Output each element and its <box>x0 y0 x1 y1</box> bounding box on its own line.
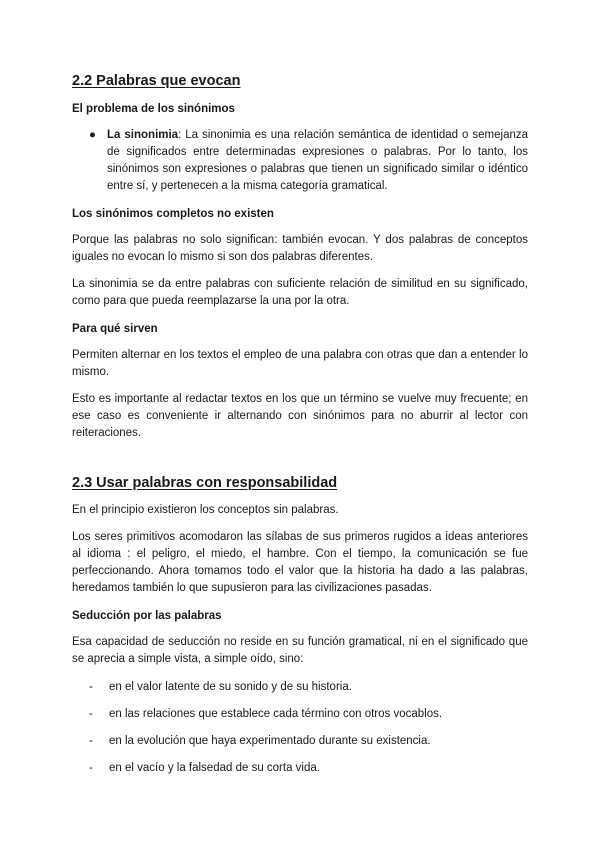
bullet-definition: : La sinonimia es una relación semántica de identidad o semejanza de significados entre determinadas expresiones o palabras. Por lo tanto, los sinónimos son expresiones o palabras que tienen un significado similar o idéntico entre sí, y pertenecen a la misma categoría gramatical. <box>107 129 529 192</box>
dash-marker: - <box>89 735 93 747</box>
dash-marker: - <box>89 762 93 774</box>
paragraph: Permiten alternar en los textos el empleo de una palabra con otras que dan a entender lo mismo. <box>72 349 528 378</box>
paragraph: Porque las palabras no solo significan: también evocan. Y dos palabras de conceptos iguales no evocan lo mismo si son dos palabras diferentes. <box>72 234 528 263</box>
section-2-2-title: 2.2 Palabras que evocan <box>72 73 241 89</box>
section-2-3-title: 2.3 Usar palabras con responsabilidad <box>72 475 338 491</box>
paragraph: Los seres primitivos acomodaron las sílabas de sus primeros rugidos a ideas anteriores al idioma : el peligro, el miedo, el hambre. Con el tiempo, la comunicación se fue perfeccionando. Ahora tomamos todo el valor que la historia ha dado a las palabras, heredamos también lo que supusieron para las civilizaciones pasadas. <box>72 531 528 594</box>
subheading-sinonimos-problema: El problema de los sinónimos <box>72 103 235 115</box>
paragraph: La sinonimia se da entre palabras con suficiente relación de similitud en su significado, como para que pueda reemplazarse la una por la otra. <box>72 278 528 307</box>
list-item: - en el valor latente de su sonido y de su historia. <box>72 680 528 695</box>
bullet-term: La sinonimia <box>107 129 179 141</box>
list-item: - en la evolución que haya experimentado durante su existencia. <box>72 734 528 749</box>
list-item: - en las relaciones que establece cada término con otros vocablos. <box>72 707 528 722</box>
paragraph: Esa capacidad de seducción no reside en su función gramatical, ni en el significado que se aprecia a simple vista, a simple oído, sino: <box>72 636 528 665</box>
list-item: - en el vacío y la falsedad de su corta vida. <box>72 761 528 776</box>
subheading-sinonimos-completos: Los sinónimos completos no existen <box>72 208 274 220</box>
dash-marker: - <box>89 681 93 693</box>
subheading-para-que-sirven: Para qué sirven <box>72 323 158 335</box>
subheading-seduccion: Seducción por las palabras <box>72 610 222 622</box>
paragraph: En el principio existieron los conceptos sin palabras. <box>72 504 339 516</box>
paragraph: Esto es importante al redactar textos en los que un término se vuelve muy frecuente; en ese caso es conveniente ir alternando con sinónimos para no aburrir al lector con reiteraciones. <box>72 393 528 439</box>
bullet-icon: ● <box>89 129 96 141</box>
dash-marker: - <box>89 708 93 720</box>
list-item <box>72 127 528 195</box>
